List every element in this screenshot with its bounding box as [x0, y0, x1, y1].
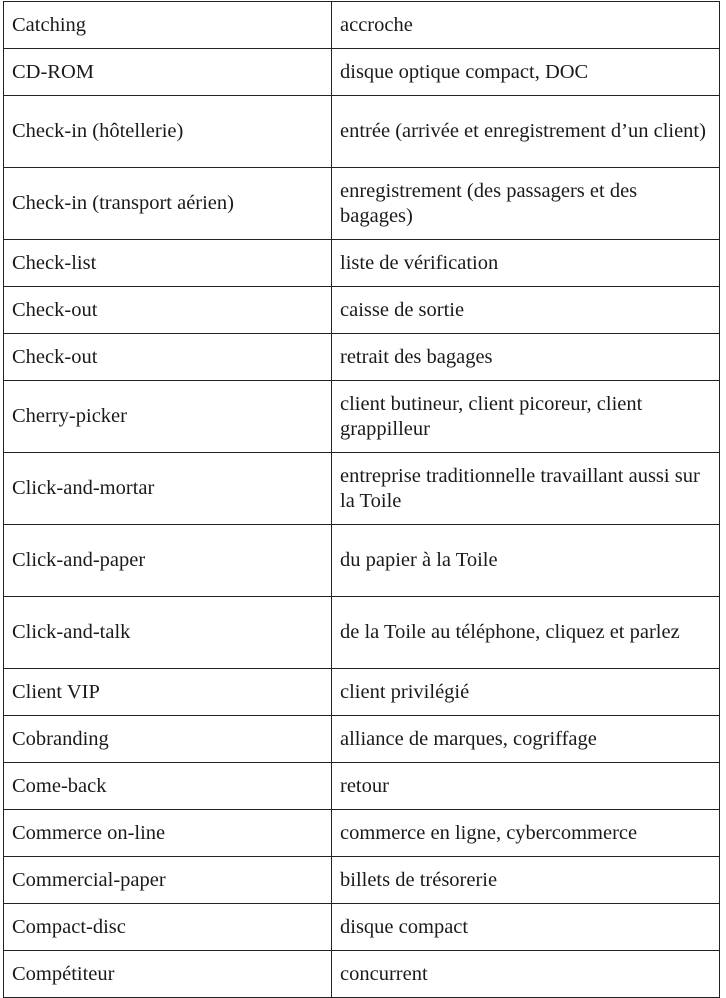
- table-row: [4, 381, 720, 453]
- term-cell: Cherry-picker: [4, 381, 332, 453]
- term-cell: Check-in (transport aérien): [4, 168, 332, 240]
- table-row: [4, 857, 720, 904]
- term-cell: Catching: [4, 2, 332, 49]
- glossary-table: [3, 1, 720, 998]
- term-cell: Check-out: [4, 287, 332, 334]
- table-row: [4, 240, 720, 287]
- term-cell: CD-ROM: [4, 49, 332, 96]
- translation-cell: caisse de sortie: [332, 287, 720, 334]
- translation-cell: accroche: [332, 2, 720, 49]
- term-cell: Click-and-mortar: [4, 453, 332, 525]
- translation-cell: de la Toile au téléphone, cliquez et parlez: [332, 597, 720, 669]
- translation-cell: client privilégié: [332, 669, 720, 716]
- term-cell: Click-and-paper: [4, 525, 332, 597]
- term-cell: Come-back: [4, 763, 332, 810]
- table-row: [4, 810, 720, 857]
- translation-cell: liste de vérification: [332, 240, 720, 287]
- translation-cell: du papier à la Toile: [332, 525, 720, 597]
- table-row: [4, 597, 720, 669]
- table-row: [4, 287, 720, 334]
- translation-cell: entrée (arrivée et enregistrement d’un client): [332, 96, 720, 168]
- translation-cell: alliance de marques, cogriffage: [332, 716, 720, 763]
- table-row: [4, 168, 720, 240]
- translation-cell: billets de trésorerie: [332, 857, 720, 904]
- term-cell: Click-and-talk: [4, 597, 332, 669]
- table-row: [4, 334, 720, 381]
- translation-cell: retrait des bagages: [332, 334, 720, 381]
- term-cell: Compétiteur: [4, 951, 332, 998]
- table-row: [4, 525, 720, 597]
- table-row: [4, 2, 720, 49]
- translation-cell: retour: [332, 763, 720, 810]
- table-row: [4, 716, 720, 763]
- translation-cell: entreprise traditionnelle travaillant aussi sur la Toile: [332, 453, 720, 525]
- term-cell: Client VIP: [4, 669, 332, 716]
- translation-cell: enregistrement (des passagers et des bagages): [332, 168, 720, 240]
- term-cell: Cobranding: [4, 716, 332, 763]
- term-cell: Commerce on-line: [4, 810, 332, 857]
- table-row: [4, 96, 720, 168]
- translation-cell: commerce en ligne, cybercommerce: [332, 810, 720, 857]
- term-cell: Check-in (hôtellerie): [4, 96, 332, 168]
- term-cell: Check-out: [4, 334, 332, 381]
- term-cell: Compact-disc: [4, 904, 332, 951]
- translation-cell: client butineur, client picoreur, client grappilleur: [332, 381, 720, 453]
- term-cell: Commercial-paper: [4, 857, 332, 904]
- table-row: [4, 453, 720, 525]
- table-row: [4, 904, 720, 951]
- table-row: [4, 951, 720, 998]
- table-row: [4, 49, 720, 96]
- translation-cell: disque compact: [332, 904, 720, 951]
- table-row: [4, 669, 720, 716]
- translation-cell: disque optique compact, DOC: [332, 49, 720, 96]
- translation-cell: concurrent: [332, 951, 720, 998]
- table-row: [4, 763, 720, 810]
- term-cell: Check-list: [4, 240, 332, 287]
